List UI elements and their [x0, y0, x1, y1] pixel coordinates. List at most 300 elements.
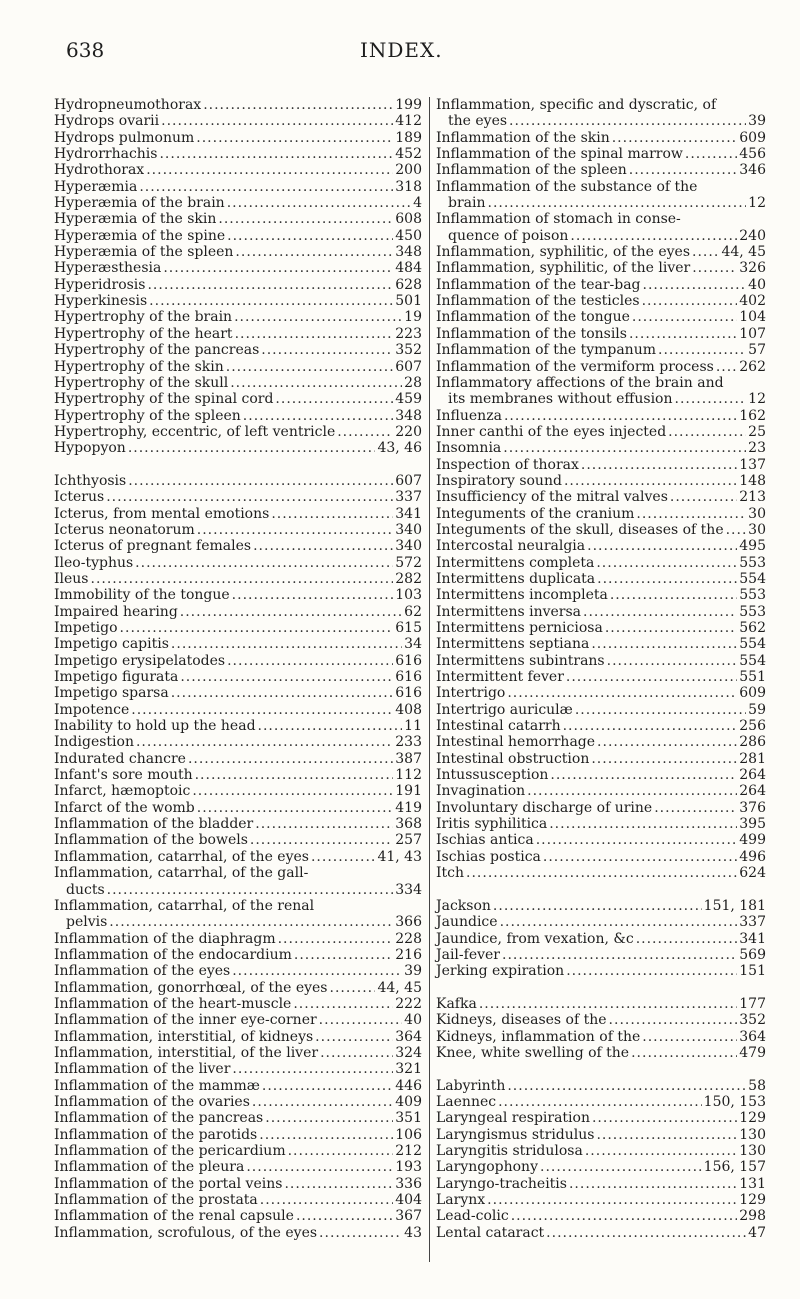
dot-leader — [503, 440, 746, 456]
dot-leader — [585, 1143, 737, 1159]
dot-leader — [192, 783, 393, 799]
index-pages: 408 — [395, 701, 422, 718]
index-pages: 199 — [395, 97, 422, 113]
index-pages: 148 — [739, 472, 766, 489]
dot-leader — [180, 604, 402, 620]
index-entry-line — [54, 506, 422, 522]
index-entry — [54, 522, 422, 538]
index-entry — [436, 162, 766, 178]
dot-leader — [566, 669, 737, 685]
index-entry-line — [436, 1143, 766, 1159]
index-entry-line — [436, 293, 766, 309]
index-entry-line — [436, 1192, 766, 1208]
index-pages: 484 — [395, 260, 422, 277]
index-entry — [54, 832, 422, 848]
dot-leader — [692, 244, 719, 260]
index-entry-line — [54, 1045, 422, 1061]
index-term: Impetigo figurata — [54, 669, 179, 686]
index-entry-line — [436, 506, 766, 522]
index-entry-line — [436, 783, 766, 799]
dot-leader — [612, 130, 738, 146]
dot-leader — [159, 146, 393, 162]
index-pages: 57 — [748, 342, 766, 359]
dot-leader — [583, 604, 737, 620]
index-entry — [54, 538, 422, 554]
index-entry-line — [54, 179, 422, 195]
index-pages: 318 — [395, 178, 422, 195]
index-pages: 150, 153 — [703, 1093, 766, 1110]
dot-leader — [610, 587, 737, 603]
dot-leader — [631, 1045, 737, 1061]
index-term: Iritis syphilitica — [436, 816, 548, 833]
index-pages: 479 — [739, 1044, 766, 1061]
index-term: Inflammation of the tonsils — [436, 325, 627, 342]
index-pages: 402 — [739, 293, 766, 310]
dot-leader — [549, 816, 737, 832]
index-pages: 34 — [404, 636, 422, 653]
index-entry-line — [54, 587, 422, 603]
index-entry — [436, 309, 766, 325]
index-entry-line — [54, 1012, 422, 1028]
index-entry — [436, 931, 766, 947]
dot-leader — [507, 1078, 746, 1094]
dot-leader — [509, 113, 746, 129]
index-pages: 12 — [748, 195, 766, 212]
index-term: Jerking expiration — [436, 963, 565, 980]
index-pages: 39 — [404, 963, 422, 980]
index-term: Inflammation, catarrhal, of the gall- — [54, 865, 309, 882]
index-entry-line — [54, 1176, 422, 1192]
index-entry-line — [436, 342, 766, 358]
index-pages: 348 — [395, 244, 422, 261]
index-column-right — [436, 97, 766, 1241]
index-entry — [54, 1110, 422, 1126]
dot-leader — [284, 1176, 393, 1192]
index-pages: 404 — [395, 1192, 422, 1209]
index-term: Intermittent fever — [436, 669, 564, 686]
index-entry — [54, 800, 422, 816]
index-entry — [54, 865, 422, 898]
index-term: Inflammation of the eyes — [54, 963, 231, 980]
dot-leader — [330, 980, 376, 996]
dot-leader — [197, 800, 393, 816]
index-entry — [436, 211, 766, 244]
index-entry-line — [436, 587, 766, 603]
index-entry — [436, 783, 766, 799]
index-pages: 368 — [395, 816, 422, 833]
index-entry — [436, 734, 766, 750]
index-entry-line — [54, 702, 422, 718]
index-entry-line — [436, 604, 766, 620]
index-term: Inflammation of the mammæ — [54, 1077, 260, 1094]
dot-leader — [120, 620, 394, 636]
index-pages: 137 — [739, 456, 766, 473]
index-term: Intussusception — [436, 767, 549, 784]
dot-leader — [609, 1012, 738, 1028]
index-entry-line — [54, 718, 422, 734]
index-entry — [436, 375, 766, 408]
index-entry-line — [436, 751, 766, 767]
dot-leader — [262, 1078, 393, 1094]
dot-leader — [261, 342, 393, 358]
index-term: Insomnia — [436, 440, 502, 457]
index-term: Hypertrophy of the spinal cord — [54, 391, 274, 408]
index-entry-line — [54, 489, 422, 505]
index-entry-line — [436, 832, 766, 848]
index-entry-line — [54, 146, 422, 162]
index-entry — [54, 1192, 422, 1208]
index-entry-line — [54, 424, 422, 440]
index-pages: 130 — [739, 1126, 766, 1143]
index-term: Hypertrophy of the skull — [54, 374, 229, 391]
index-term: Lental cataract — [436, 1224, 545, 1241]
index-entry — [436, 702, 766, 718]
dot-leader — [203, 97, 393, 113]
index-entry — [436, 914, 766, 930]
index-entry-line — [54, 260, 422, 276]
index-term: Integuments of the cranium — [436, 505, 635, 522]
index-entry-line — [54, 1192, 422, 1208]
index-entry — [54, 685, 422, 701]
index-entry — [436, 996, 766, 1012]
index-term: Insufficiency of the mitral valves — [436, 489, 668, 506]
index-pages: 47 — [748, 1224, 766, 1241]
index-pages: 23 — [748, 440, 766, 457]
index-entry-line — [54, 195, 422, 211]
index-entry — [436, 800, 766, 816]
dot-leader — [107, 882, 394, 898]
index-entry — [436, 342, 766, 358]
index-entry-line — [436, 702, 766, 718]
dot-leader — [311, 849, 376, 865]
index-entry-line — [54, 800, 422, 816]
index-term-continued: ducts — [66, 881, 105, 898]
index-pages: 337 — [395, 489, 422, 506]
index-term: Larynx — [436, 1192, 486, 1209]
dot-leader — [596, 1127, 737, 1143]
index-entry-line — [54, 963, 422, 979]
page-title: INDEX. — [360, 38, 443, 62]
dot-leader — [596, 555, 737, 571]
dot-leader — [296, 1208, 393, 1224]
index-entry — [436, 865, 766, 881]
index-entry-line — [54, 113, 422, 129]
dot-leader — [128, 440, 376, 456]
dot-leader — [498, 1094, 702, 1110]
dot-leader — [196, 130, 393, 146]
index-entry-line — [436, 162, 766, 178]
index-entry-line — [436, 571, 766, 587]
index-entry — [436, 571, 766, 587]
index-pages: 191 — [395, 783, 422, 800]
index-term: Lead-colic — [436, 1208, 509, 1225]
index-entry — [436, 359, 766, 375]
index-entry-line — [436, 653, 766, 669]
index-entry-line — [54, 636, 422, 652]
index-pages: 387 — [395, 750, 422, 767]
index-pages: 62 — [404, 603, 422, 620]
index-pages: 264 — [739, 767, 766, 784]
index-entry — [436, 1094, 766, 1110]
index-pages: 456 — [739, 146, 766, 163]
index-pages: 499 — [739, 832, 766, 849]
index-term: Infant's sore mouth — [54, 767, 193, 784]
index-entry-line — [54, 783, 422, 799]
dot-leader — [543, 849, 737, 865]
index-term-continued: the eyes — [448, 113, 508, 130]
index-entry-line — [436, 538, 766, 554]
index-term: Inflammation of the pancreas — [54, 1110, 264, 1127]
index-entry-line — [436, 865, 766, 881]
dot-leader — [259, 1127, 393, 1143]
index-entry-line — [436, 522, 766, 538]
index-pages: 28 — [404, 374, 422, 391]
index-entry — [54, 309, 422, 325]
index-entry-line — [54, 1094, 422, 1110]
index-entry — [436, 1078, 766, 1094]
index-pages: 450 — [395, 227, 422, 244]
index-pages: 616 — [395, 669, 422, 686]
index-pages: 59 — [748, 701, 766, 718]
index-entry-line — [54, 309, 422, 325]
index-pages: 213 — [739, 489, 766, 506]
index-entry — [54, 162, 422, 178]
index-pages: 257 — [395, 832, 422, 849]
index-term: Inflammation of the prostata — [54, 1192, 258, 1209]
dot-leader — [337, 424, 393, 440]
index-entry-line — [436, 931, 766, 947]
index-entry — [436, 669, 766, 685]
index-entry-line — [436, 849, 766, 865]
index-pages: 607 — [395, 472, 422, 489]
index-term: Inflammation of the tympanum — [436, 342, 656, 359]
index-entry-line — [436, 146, 766, 162]
index-term: Inflammation, specific and dyscratic, of — [436, 97, 717, 113]
index-pages: 553 — [739, 603, 766, 620]
index-term: Inflammation, syphilitic, of the eyes — [436, 244, 691, 261]
index-entry — [54, 620, 422, 636]
dot-leader — [642, 293, 738, 309]
index-term: Hydrops pulmonum — [54, 129, 195, 146]
index-entry — [54, 1176, 422, 1192]
index-entry — [54, 342, 422, 358]
index-entry — [54, 898, 422, 931]
dot-leader — [294, 947, 393, 963]
index-term: Impotence — [54, 701, 130, 718]
index-pages: 395 — [739, 816, 766, 833]
index-entry-line — [54, 359, 422, 375]
index-entry-line — [54, 555, 422, 571]
index-entry-line — [54, 1061, 422, 1077]
dot-leader — [188, 751, 393, 767]
index-term: Hyperæmia of the spine — [54, 227, 226, 244]
index-term: Hypertrophy of the heart — [54, 325, 233, 342]
dot-leader — [507, 685, 737, 701]
index-term: Intermittens incompleta — [436, 587, 608, 604]
dot-leader — [230, 375, 402, 391]
dot-leader — [319, 1225, 402, 1241]
index-entry-line — [54, 473, 422, 489]
index-entry-line — [436, 326, 766, 342]
index-pages: 19 — [404, 309, 422, 326]
index-pages: 156, 157 — [703, 1159, 766, 1176]
dot-leader — [466, 865, 737, 881]
index-entry — [54, 195, 422, 211]
index-term: Inflammation of the substance of the — [436, 178, 698, 195]
index-term: Hypertrophy of the skin — [54, 358, 224, 375]
dot-leader — [550, 767, 737, 783]
index-term: Hydrothorax — [54, 162, 145, 179]
index-entry — [54, 179, 422, 195]
dot-leader — [149, 293, 393, 309]
index-pages: 501 — [395, 293, 422, 310]
dot-leader — [488, 195, 747, 211]
index-pages: 162 — [739, 407, 766, 424]
index-term: Inability to hold up the head — [54, 718, 256, 735]
index-entry-line — [54, 849, 422, 865]
index-pages: 298 — [739, 1208, 766, 1225]
page-header — [0, 38, 800, 68]
index-term: Hypertrophy of the spleen — [54, 407, 241, 424]
index-term: Integuments of the skull, diseases of the — [436, 521, 724, 538]
index-entry — [436, 146, 766, 162]
index-pages: 616 — [395, 652, 422, 669]
index-entry — [54, 653, 422, 669]
index-term: Impetigo — [54, 620, 118, 636]
index-entry — [54, 130, 422, 146]
index-term: Inflammation, interstitial, of kidneys — [54, 1028, 314, 1045]
index-entry-line — [54, 947, 422, 963]
dot-leader — [246, 1159, 393, 1175]
dot-leader — [566, 963, 737, 979]
dot-leader — [570, 228, 737, 244]
index-entry — [436, 1208, 766, 1224]
index-entry — [54, 734, 422, 750]
dot-leader — [293, 996, 393, 1012]
index-term: Inflammation of the skin — [436, 129, 610, 146]
index-entry — [436, 326, 766, 342]
index-pages: 367 — [395, 1208, 422, 1225]
index-term: Intertrigo auriculæ — [436, 701, 573, 718]
index-entry — [436, 473, 766, 489]
index-entry — [54, 375, 422, 391]
index-pages: 340 — [395, 521, 422, 538]
dot-leader — [636, 506, 746, 522]
index-term: Intermittens inversa — [436, 603, 582, 620]
index-entry — [436, 751, 766, 767]
index-entry — [436, 244, 766, 260]
index-entry — [54, 211, 422, 227]
index-entry-line — [436, 816, 766, 832]
index-term: Hyperkinesis — [54, 293, 148, 310]
index-pages: 321 — [395, 1061, 422, 1078]
index-entry — [54, 947, 422, 963]
index-term: Intermittens duplicata — [436, 570, 596, 587]
dot-leader — [163, 260, 393, 276]
index-pages: 366 — [395, 914, 422, 931]
index-pages: 220 — [395, 423, 422, 440]
index-pages: 446 — [395, 1077, 422, 1094]
index-entry — [436, 1159, 766, 1175]
index-pages: 200 — [395, 162, 422, 179]
index-pages: 628 — [395, 276, 422, 293]
index-entry-line — [436, 1225, 766, 1241]
index-term: Hydrops ovarii — [54, 113, 160, 130]
index-entry-line — [436, 391, 766, 407]
dot-leader — [250, 832, 393, 848]
dot-leader — [147, 277, 393, 293]
index-pages: 112 — [395, 767, 422, 784]
index-pages: 106 — [395, 1126, 422, 1143]
index-pages: 193 — [395, 1159, 422, 1176]
index-pages: 25 — [748, 423, 766, 440]
index-entry-line — [54, 882, 422, 898]
index-pages: 609 — [739, 685, 766, 702]
index-term: Icterus, from mental emotions — [54, 505, 270, 522]
index-pages: 340 — [395, 538, 422, 555]
index-term: Inner canthi of the eyes injected — [436, 423, 667, 440]
index-entry — [436, 293, 766, 309]
index-pages: 608 — [395, 211, 422, 228]
dot-leader — [597, 734, 737, 750]
index-entry-line — [54, 816, 422, 832]
index-term: Hypertrophy of the pancreas — [54, 342, 260, 359]
index-entry — [54, 473, 422, 489]
index-entry-line — [54, 375, 422, 391]
index-entry-line — [54, 751, 422, 767]
index-entry — [54, 963, 422, 979]
dot-leader — [226, 359, 394, 375]
index-term: Inflammation of the testicles — [436, 293, 640, 310]
index-pages: 216 — [395, 946, 422, 963]
index-entry — [54, 408, 422, 424]
dot-leader — [487, 1192, 737, 1208]
index-entry — [54, 113, 422, 129]
index-pages: 240 — [739, 227, 766, 244]
index-entry-line — [436, 473, 766, 489]
index-pages: 554 — [739, 570, 766, 587]
index-entry-line — [54, 620, 422, 636]
dot-leader — [136, 734, 393, 750]
dot-leader — [536, 832, 738, 848]
dot-leader — [131, 702, 393, 718]
dot-leader — [234, 309, 402, 325]
index-pages: 607 — [395, 358, 422, 375]
index-entry — [436, 1127, 766, 1143]
index-pages: 336 — [395, 1175, 422, 1192]
index-entry-line — [436, 718, 766, 734]
index-entry — [436, 947, 766, 963]
page-number: 638 — [66, 38, 105, 62]
index-pages: 346 — [739, 162, 766, 179]
index-entry-line — [54, 980, 422, 996]
index-term: Inflammation of the renal capsule — [54, 1208, 294, 1225]
index-entry-line — [436, 457, 766, 473]
dot-leader — [479, 996, 737, 1012]
index-term: Ileus — [54, 570, 89, 587]
index-entry-line — [436, 734, 766, 750]
index-entry — [436, 457, 766, 473]
index-entry-line — [436, 685, 766, 701]
index-pages: 40 — [748, 276, 766, 293]
index-entry-line — [436, 1078, 766, 1094]
index-entry-line — [436, 489, 766, 505]
index-pages: 409 — [395, 1093, 422, 1110]
index-entry-line — [54, 391, 422, 407]
index-pages: 43 — [404, 1224, 422, 1241]
index-entry-line — [54, 326, 422, 342]
index-pages: 177 — [739, 995, 766, 1012]
